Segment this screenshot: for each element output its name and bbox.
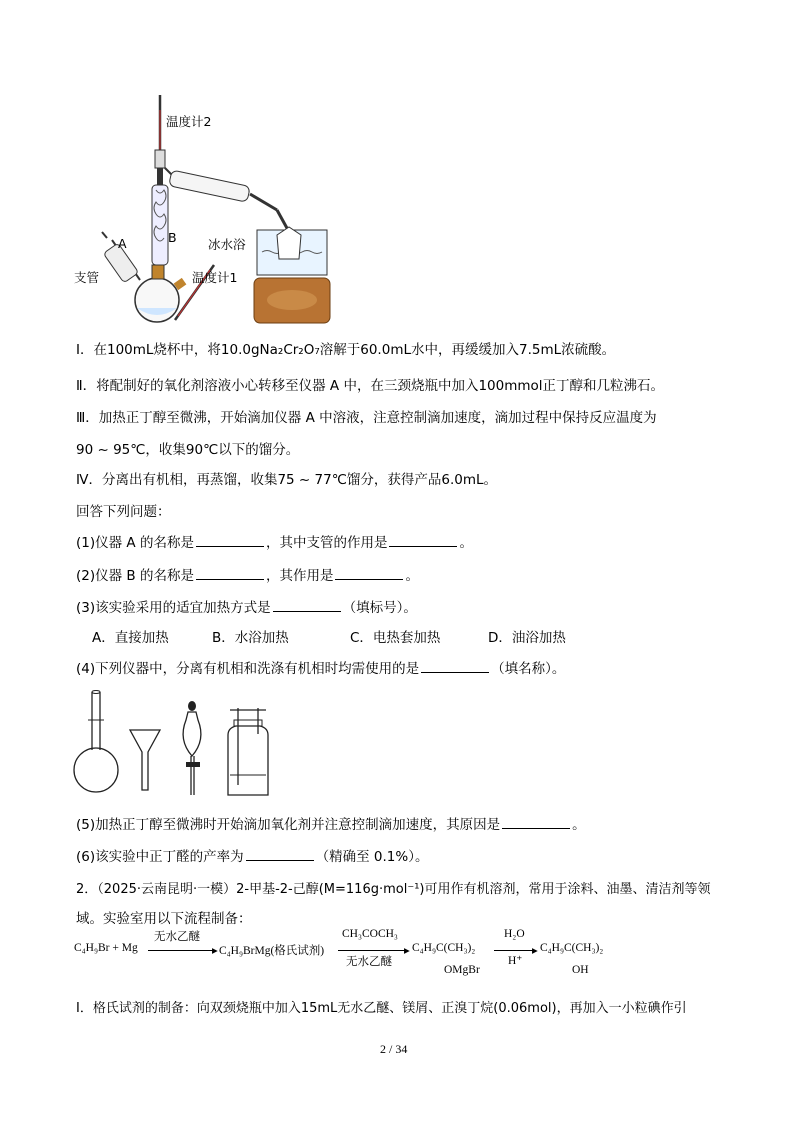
condition-3-bottom: H⁺	[508, 955, 523, 967]
condition-2-bottom: 无水乙醚	[346, 956, 392, 968]
question-5: (5)加热正丁醇至微沸时开始滴加氧化剂并注意控制滴加速度，其原因是 。	[76, 817, 586, 833]
answer-blank[interactable]	[246, 848, 314, 861]
thermometer2-label: 温度计2	[166, 114, 212, 129]
page-number: 2 / 34	[380, 1042, 408, 1056]
arrowhead-3: ▸	[532, 945, 538, 957]
question-3: (3)该实验采用的适宜加热方式是 （填标号）。	[76, 600, 417, 616]
option-c: C．电热套加热	[350, 630, 441, 646]
thermometer1-label: 温度计1	[192, 270, 238, 285]
option-d: D．油浴加热	[488, 630, 566, 646]
answer-blank[interactable]	[389, 534, 457, 547]
question-4: (4)下列仪器中，分离有机相和洗涤有机相时均需使用的是 （填名称）。	[76, 661, 566, 677]
reaction-arrow-2	[338, 950, 408, 951]
funnel	[130, 730, 160, 790]
volumetric-flask	[74, 691, 118, 793]
funnel-a-label: A	[118, 236, 127, 251]
gas-washing-bottle	[228, 708, 268, 795]
question-1: (1)仪器 A 的名称是 ，其中支管的作用是 。	[76, 535, 473, 551]
product-1: C₄H₉BrMg(格氏试剂)	[219, 945, 325, 957]
step-3-line1: Ⅲ．加热正丁醇至微沸，开始滴加仪器 A 中溶液，注意控制滴加速度，滴加过程中保持反应温度为	[76, 410, 657, 426]
reactant-1: C₄H₉Br + Mg	[74, 942, 138, 954]
column-b-label: B	[168, 230, 177, 245]
answer-blank[interactable]	[273, 599, 341, 612]
problem2-line2: 域。实验室用以下流程制备：	[76, 911, 252, 927]
answer-blank[interactable]	[196, 567, 264, 580]
condition-2-top: CH₃COCH₃	[342, 928, 398, 940]
problem2-step1: Ⅰ．格氏试剂的制备：向双颈烧瓶中加入15mL无水乙醚、镁屑、正溴丁烷(0.06mol)，再加入一小粒碘作引	[76, 1001, 687, 1016]
answer-blank[interactable]	[335, 567, 403, 580]
option-a: A．直接加热	[92, 630, 169, 646]
question-6: (6)该实验中正丁醛的产率为 （精确至 0.1%）。	[76, 849, 429, 865]
answer-blank[interactable]	[502, 816, 570, 829]
separatory-funnel	[183, 701, 201, 795]
step-2: Ⅱ．将配制好的氧化剂溶液小心转移至仪器 A 中，在三颈烧瓶中加入100mmol正丁醇和几粒沸石。	[76, 378, 665, 394]
product-3-substituent: OH	[572, 964, 589, 976]
reaction-arrow-1	[148, 950, 216, 951]
step-3-line2: 90 ~ 95℃，收集90℃以下的馏分。	[76, 442, 300, 458]
arrowhead-1: ▸	[212, 945, 218, 957]
product-2: C₄H₉C(CH₃)₂	[412, 942, 476, 954]
apparatus-figure	[72, 90, 342, 330]
ice-bath-label: 冰水浴	[208, 237, 246, 252]
option-b: B．水浴加热	[212, 630, 289, 646]
answer-prompt: 回答下列问题：	[76, 504, 171, 520]
arrowhead-2: ▸	[404, 945, 410, 957]
reaction-arrow-3	[494, 950, 536, 951]
question-2: (2)仪器 B 的名称是 ，其作用是 。	[76, 568, 419, 584]
condition-1: 无水乙醚	[154, 931, 200, 943]
product-2-substituent: OMgBr	[444, 964, 480, 976]
side-tube-label: 支管	[74, 270, 100, 285]
answer-blank[interactable]	[421, 660, 489, 673]
step-1: Ⅰ．在100mL烧杯中，将10.0gNa₂Cr₂O₇溶解于60.0mL水中，再缓缓加入7.5mL浓硫酸。	[76, 342, 616, 358]
glassware-figure	[70, 690, 280, 800]
problem2-line1: 2．（2025·云南昆明·一模）2-甲基-2-己醇(M=116g·mol⁻¹)可用作有机溶剂，常用于涂料、油墨、清洁剂等领	[76, 882, 711, 897]
product-3: C₄H₉C(CH₃)₂	[540, 942, 604, 954]
step-4: Ⅳ．分离出有机相，再蒸馏，收集75 ~ 77℃馏分，获得产品6.0mL。	[76, 472, 498, 488]
condition-3-top: H₂O	[504, 928, 525, 940]
answer-blank[interactable]	[196, 534, 264, 547]
reaction-scheme	[74, 928, 634, 982]
